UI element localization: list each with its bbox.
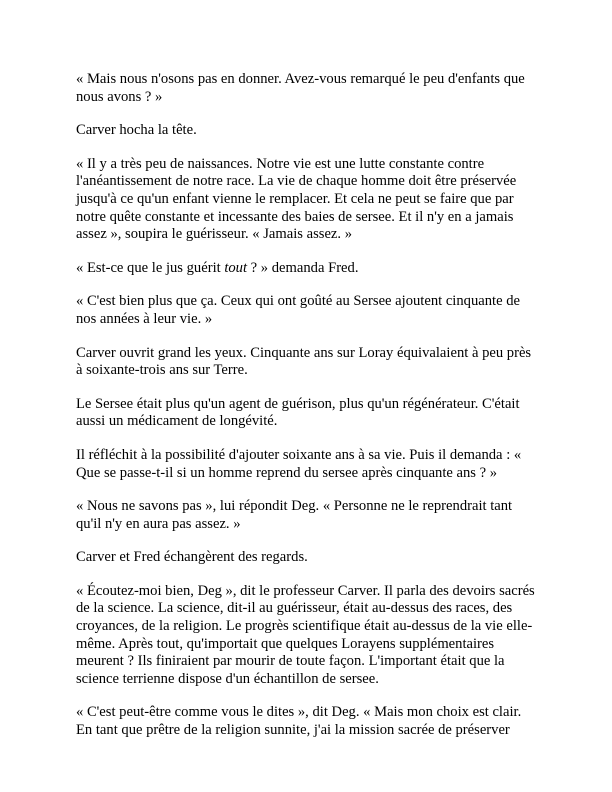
- paragraph-text-before: « Est-ce que le jus guérit: [76, 259, 225, 276]
- paragraph: Carver et Fred échangèrent des regards.: [76, 549, 308, 566]
- paragraph: « Il y a très peu de naissances. Notre vie est une lutte constante contre l'anéantissement de notre race. La vie de chaque homme doit être préservée jusqu'à ce qu'un enfant vienne le remplacer. Et cela ne peut se faire que par notre quête constante et incessante des baies de sersee. Et il n'y en a jamais assez », soupira le guérisseur. « Jamais assez. »: [76, 155, 517, 243]
- paragraph: « Nous ne savons pas », lui répondit Deg. « Personne ne le reprendrait tant qu'il n'y en aura pas assez. »: [76, 498, 513, 532]
- paragraph: Il réfléchit à la possibilité d'ajouter soixante ans à sa vie. Puis il demanda : « Que se passe-t-il si un homme reprend du sersee après cinquante ans ? »: [76, 446, 522, 481]
- emphasized-word: tout: [224, 259, 248, 276]
- paragraph: Carver ouvrit grand les yeux. Cinquante ans sur Loray équivalaient à peu près à soixante-trois ans sur Terre.: [76, 344, 532, 379]
- paragraph: « Écoutez-moi bien, Deg », dit le professeur Carver. Il parla des devoirs sacrés de la science. La science, dit-il au guérisseur, était au-dessus des races, des croyances, de la religion. Le progrès scientifique était au-dessus de la vie elle-même. Après tout, qu'importait que quelques Lorayens supplémentaires meurent ? Ils finiraient par mourir de toute façon. L'important était que la science terrienne dispose d'un échantillon de sersee.: [76, 582, 535, 687]
- paragraph-text-after: ? » demanda Fred.: [247, 259, 359, 276]
- document-page: [76, 71, 538, 756]
- paragraph: [76, 260, 538, 278]
- paragraph: Le Sersee était plus qu'un agent de guérison, plus qu'un régénérateur. C'était aussi un médicament de longévité.: [76, 395, 520, 430]
- paragraph: Carver hocha la tête.: [76, 122, 197, 139]
- paragraph: « Mais nous n'osons pas en donner. Avez-vous remarqué le peu d'enfants que nous avons ? »: [76, 71, 525, 105]
- paragraph: « C'est bien plus que ça. Ceux qui ont goûté au Sersee ajoutent cinquante de nos années à leur vie. »: [76, 293, 520, 327]
- paragraph: « C'est peut-être comme vous le dites », dit Deg. « Mais mon choix est clair. En tant que prêtre de la religion sunnite, j'ai la mission sacrée de préserver: [76, 704, 522, 739]
